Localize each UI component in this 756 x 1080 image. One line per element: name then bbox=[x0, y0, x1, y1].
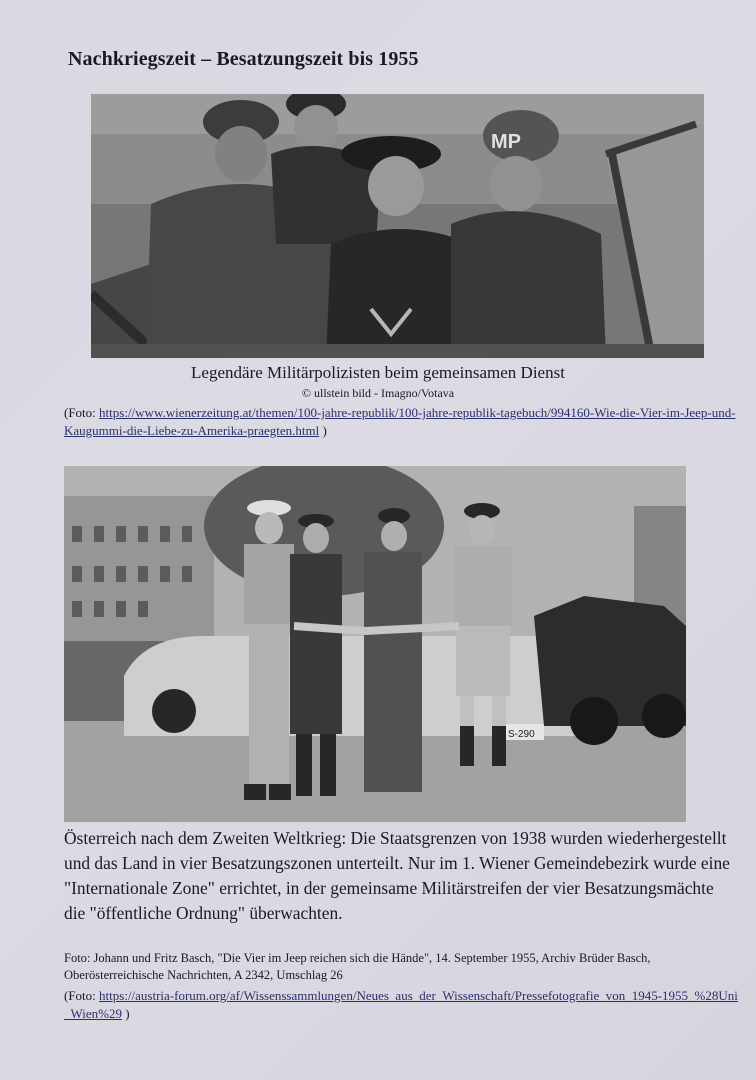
page-title: Nachkriegszeit – Besatzungszeit bis 1955 bbox=[68, 48, 419, 70]
military-police-jeep-photo bbox=[91, 94, 704, 358]
photo1-source-reference bbox=[64, 404, 744, 440]
license-plate: S-290 bbox=[508, 729, 535, 740]
wienerzeitung-link[interactable]: https://www.wienerzeitung.at/themen/100-jahre-republik/100-jahre-republik-tagebuch/994160-Wie-die-Vier-im-Jeep-und-Kaugummi-die-Liebe-zu-Amerika-praegten.html bbox=[64, 405, 736, 438]
photo1-credit: © ullstein bild - Imagno/Votava bbox=[301, 386, 455, 400]
foto-suffix: ) bbox=[121, 1006, 130, 1021]
foto-prefix: (Foto: bbox=[64, 988, 100, 1003]
occupation-description: Österreich nach dem Zweiten Weltkrieg: Die Staatsgrenzen von 1938 wurden wiederhergestellt und das Land in vier Besatzungszonen unterteilt. Nur im 1. Wiener Gemeindebezirk wurde eine "Internationale Zone" errichtet, in der gemeinsame Militärstreifen der vier Besatzungsmächte die "öffentliche Ordnung" überwachten. bbox=[64, 828, 730, 923]
four-in-jeep-handshake-photo bbox=[64, 466, 686, 822]
photo2-source-reference bbox=[64, 987, 744, 1023]
austria-forum-link[interactable]: https://austria-forum.org/af/Wissenssammlungen/Neues_aus_der_Wissenschaft/Pressefotografie_von_1945-1955_%28Uni_Wien%29 bbox=[64, 988, 738, 1021]
foto-prefix: (Foto: bbox=[64, 405, 100, 420]
photo1-caption: Legendäre Militärpolizisten beim gemeinsamen Dienst bbox=[191, 363, 565, 382]
foto-suffix: ) bbox=[319, 423, 327, 438]
mp-helmet-label: MP bbox=[491, 131, 521, 153]
photo2-source-note: Foto: Johann und Fritz Basch, "Die Vier im Jeep reichen sich die Hände", 14. September 1955, Archiv Brüder Basch, Oberösterreichische Nachrichten, A 2342, Umschlag 26 bbox=[64, 951, 651, 982]
